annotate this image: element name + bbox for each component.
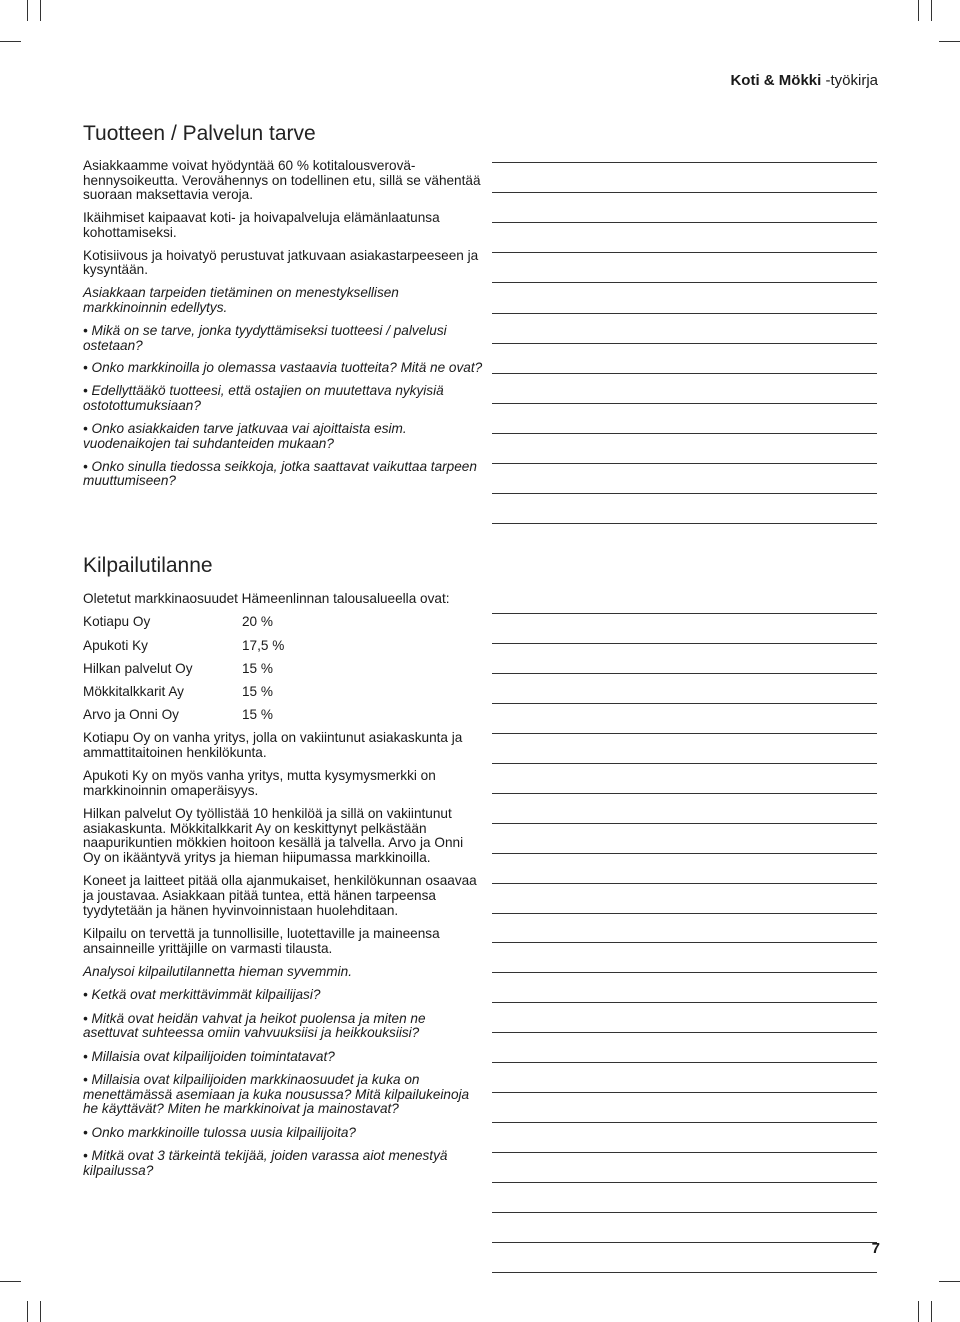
crop-mark <box>939 41 960 42</box>
writing-line[interactable] <box>492 1212 877 1213</box>
writing-line[interactable] <box>492 793 877 794</box>
writing-line[interactable] <box>492 763 877 764</box>
writing-line[interactable] <box>492 1272 877 1273</box>
company-name: Apukoti Ky <box>83 637 148 653</box>
intro-paragraph: Oletetut markkinaosuudet Hämeenlinnan talousalueella ovat: <box>83 591 450 606</box>
company-share: 20 % <box>242 614 273 630</box>
market-share-row <box>83 615 483 630</box>
crop-mark <box>918 1301 919 1322</box>
paragraph: Analysoi kilpailutilannetta hieman syvemmin. <box>83 964 352 980</box>
writing-line[interactable] <box>492 823 877 824</box>
writing-line[interactable] <box>492 433 877 434</box>
market-share-row <box>83 639 483 654</box>
writing-line[interactable] <box>492 343 877 344</box>
paragraph: • Mitkä ovat 3 tärkeintä tekijää, joiden varassa aiot menestyä kilpailussa? <box>83 1148 448 1178</box>
writing-line[interactable] <box>492 703 877 704</box>
crop-mark <box>931 1301 932 1322</box>
section-kilpailu-text <box>83 592 483 1187</box>
paragraph: Kilpailu on tervettä ja tunnollisille, luotettaville ja maineensa ansainneille yrittäjille on varmasti tilausta. <box>83 926 440 956</box>
writing-line[interactable] <box>492 913 877 914</box>
crop-mark <box>0 41 21 42</box>
paragraph: Apukoti Ky on myös vanha yritys, mutta kysymysmerkki on markkinoinnin omaperäisyys. <box>83 768 436 798</box>
writing-line[interactable] <box>492 1062 877 1063</box>
writing-line[interactable] <box>492 1002 877 1003</box>
writing-line[interactable] <box>492 252 877 253</box>
company-share: 15 % <box>242 660 273 676</box>
crop-mark <box>918 0 919 21</box>
paragraph: • Mitkä ovat heidän vahvat ja heikot puolensa ja miten ne asettuvat suhteessa omiin vahvuuksiisi ja heikkouksiisi? <box>83 1010 426 1041</box>
writing-line[interactable] <box>492 403 877 404</box>
writing-line[interactable] <box>492 853 877 854</box>
paragraph: • Mikä on se tarve, jonka tyydyttämiseksi tuotteesi / palvelusi ostetaan? <box>83 322 447 353</box>
header-brand: Koti & Mökki <box>730 72 822 89</box>
writing-line[interactable] <box>492 1032 877 1033</box>
writing-line[interactable] <box>492 463 877 464</box>
company-name: Kotiapu Oy <box>83 614 151 630</box>
company-name: Hilkan palvelut Oy <box>83 660 193 676</box>
writing-line[interactable] <box>492 523 877 524</box>
market-share-row <box>83 708 483 723</box>
paragraph: Hilkan palvelut Oy työllistää 10 henkilöä ja sillä on vakiintunut asiakaskunta. Mökkitalkkarit Ay on keskittynyt pelkästään naapurikuntien mökkien hoitoon kesällä ja talvella. Arvo ja Onni Oy on ikääntyvä yritys ja hieman hiipumassa markkinoilla. <box>83 806 464 866</box>
crop-mark <box>939 1281 960 1282</box>
running-header <box>730 72 878 89</box>
section-tarve-text <box>83 159 483 497</box>
crop-mark <box>27 1301 28 1322</box>
writing-line[interactable] <box>492 1122 877 1123</box>
writing-line[interactable] <box>492 673 877 674</box>
paragraph: Ikäihmiset kaipaavat koti- ja hoivapalveluja elämänlaatunsa kohottamiseksi. <box>83 210 440 240</box>
market-shares-list <box>83 615 483 722</box>
writing-line[interactable] <box>492 282 877 283</box>
writing-line[interactable] <box>492 972 877 973</box>
writing-line[interactable] <box>492 942 877 943</box>
company-name: Arvo ja Onni Oy <box>83 707 179 723</box>
writing-line[interactable] <box>492 162 877 163</box>
writing-line[interactable] <box>492 192 877 193</box>
crop-mark <box>0 1281 21 1282</box>
company-share: 15 % <box>242 683 273 699</box>
market-share-row <box>83 662 483 677</box>
paragraph: Asiakkaamme voivat hyödyntää 60 % kotitalousverovä-hennysoikeutta. Verovähennys on todellinen etu, sillä se vähentää suoraan maksettavia veroja. <box>83 158 481 203</box>
paragraph: • Onko markkinoilla jo olemassa vastaavia tuotteita? Mitä ne ovat? <box>83 360 483 376</box>
paragraph: Kotiapu Oy on vanha yritys, jolla on vakiintunut asiakaskunta ja ammattitaitoinen henkilökunta. <box>83 730 463 760</box>
paragraph: • Onko markkinoille tulossa uusia kilpailijoita? <box>83 1124 356 1140</box>
paragraph: • Ketkä ovat merkittävimmät kilpailijasi? <box>83 987 321 1003</box>
company-name: Mökkitalkkarit Ay <box>83 683 184 699</box>
writing-line[interactable] <box>492 883 877 884</box>
section-title-kilpailu: Kilpailutilanne <box>83 554 213 577</box>
paragraph: Asiakkaan tarpeiden tietäminen on menestyksellisen markkinoinnin edellytys. <box>83 285 399 315</box>
paragraph: • Edellyttääkö tuotteesi, että ostajien on muutettava nykyisiä ostotottumuksiaan? <box>83 383 444 414</box>
crop-mark <box>27 0 28 21</box>
company-share: 15 % <box>242 707 273 723</box>
writing-line[interactable] <box>492 1092 877 1093</box>
paragraph: Kotisiivous ja hoivatyö perustuvat jatkuvaan asiakastarpeeseen ja kysyntään. <box>83 247 479 278</box>
paragraph: • Millaisia ovat kilpailijoiden markkinaosuudet ja kuka on menettämässä asemiaan ja kuka nousussa? Mitä kilpailukeinoja he käyttävät? Miten he markkinoivat ja mainostavat? <box>83 1072 470 1117</box>
writing-line[interactable] <box>492 313 877 314</box>
kilpailu-paragraphs <box>83 731 483 1178</box>
paragraph: Koneet ja laitteet pitää olla ajanmukaiset, henkilökunnan osaavaa ja joustavaa. Asiakkaan pitää tuntea, että hänen tarpeensa tyydytetään ja hänen hyvinvoinnistaan huolehditaan. <box>83 873 477 918</box>
writing-line[interactable] <box>492 733 877 734</box>
paragraph: • Onko asiakkaiden tarve jatkuvaa vai ajoittaista esim. vuodenaikojen tai suhdanteiden mukaan? <box>83 421 407 451</box>
writing-line[interactable] <box>492 373 877 374</box>
header-suffix: -työkirja <box>821 72 878 89</box>
company-share: 17,5 % <box>242 637 285 653</box>
writing-line[interactable] <box>492 493 877 494</box>
writing-line[interactable] <box>492 613 877 614</box>
writing-line[interactable] <box>492 1242 877 1243</box>
paragraph: • Onko sinulla tiedossa seikkoja, jotka saattavat vaikuttaa tarpeen muuttumiseen? <box>83 458 477 489</box>
section-title-tarve: Tuotteen / Palvelun tarve <box>83 122 316 145</box>
writing-line[interactable] <box>492 1152 877 1153</box>
crop-mark <box>40 0 41 21</box>
market-share-row <box>83 685 483 700</box>
crop-mark <box>40 1301 41 1322</box>
writing-line[interactable] <box>492 222 877 223</box>
paragraph: • Millaisia ovat kilpailijoiden toimintatavat? <box>83 1048 335 1064</box>
page-number: 7 <box>871 1240 880 1257</box>
writing-line[interactable] <box>492 1182 877 1183</box>
crop-mark <box>931 0 932 21</box>
writing-line[interactable] <box>492 643 877 644</box>
